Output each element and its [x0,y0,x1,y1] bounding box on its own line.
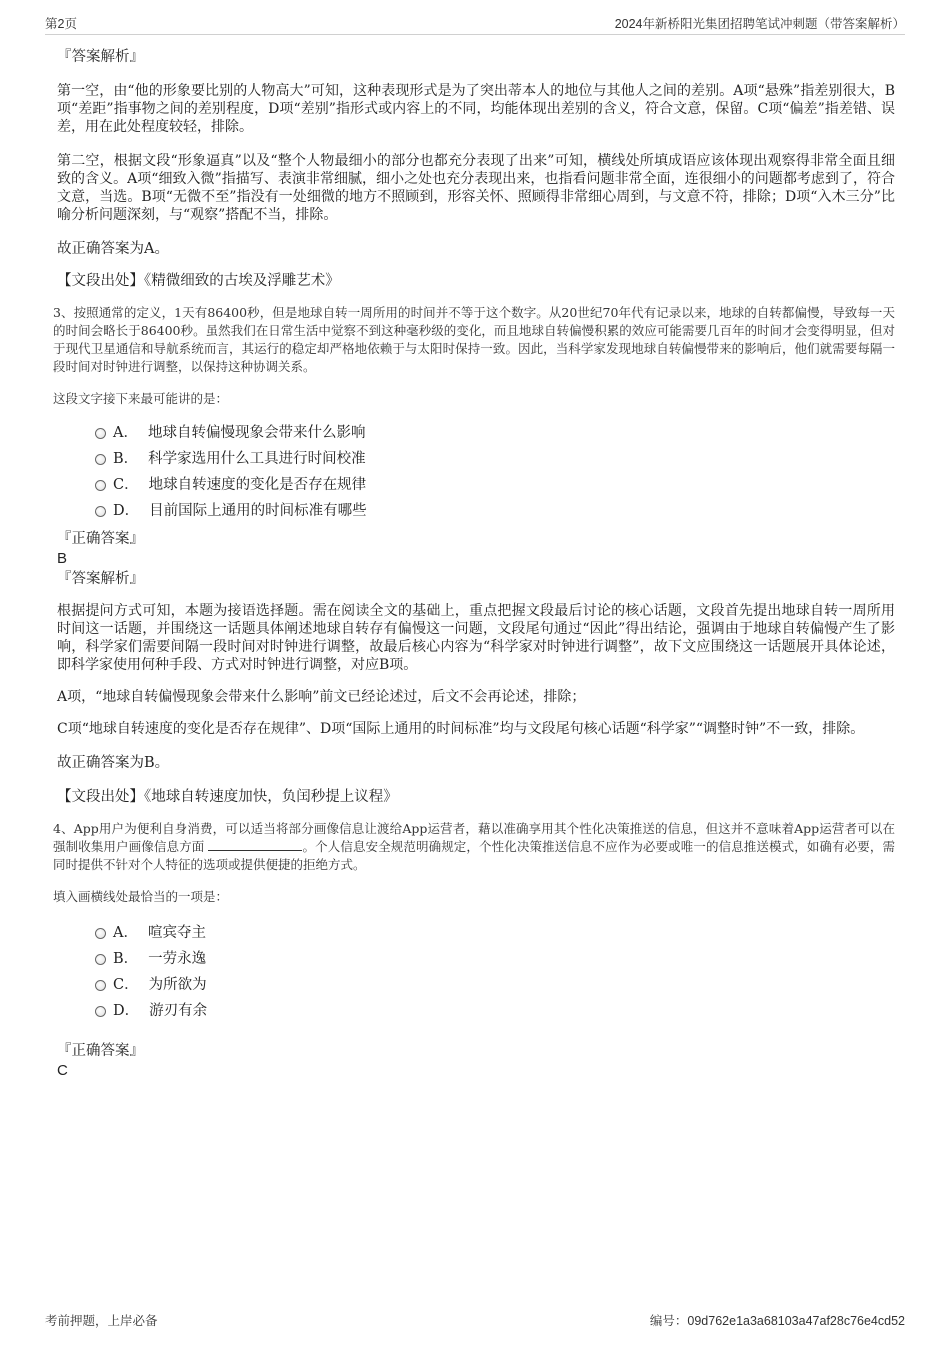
q3-answer: B [57,550,68,567]
q2-analysis-paragraph-1: 第一空，由“他的形象要比别的人物高大”可知，这种表现形式是为了突出蒂本人的地位与其他人之间的差别。A项“悬殊”指差别很大，B项“差距”指事物之间的差别程度，D项“差别”指形式或内容上的不同，均能体现出差别的含义，符合文意，保留。C项“偏差”指差错、误差，用在此处程度较轻，排除。 [57,83,895,135]
radio-button-icon[interactable] [95,454,106,465]
radio-button-icon[interactable] [95,1006,106,1017]
q4-option-b[interactable]: B． 一劳永逸 [95,946,895,972]
q3-analysis-paragraph-1: 根据提问方式可知，本题为接语选择题。需在阅读全文的基础上，重点把握文段最后讨论的核心话题，文段首先提出地球自转一周所用时间这一话题，并围绕这一话题具体阐述地球自转存有偏慢这一问题，文段尾句通过“因此”得出结论，强调由于地球自转偏慢产生了影响，科学家们需要间隔一段时间对时钟进行调整，故最后核心内容为“科学家对时钟进行调整”，故下文应围绕这一话题展开具体论述，即科学家使用何种手段、方式对时钟进行调整，对应B项。 [57,603,895,673]
radio-button-icon[interactable] [95,428,106,439]
footer-slogan: 考前押题，上岸必备 [45,1314,158,1328]
q3-analysis-paragraph-2: A项，“地球自转偏慢现象会带来什么影响”前文已经论述过，后文不会再论述，排除； [57,689,586,705]
document-code: 编号：09d762e1a3a68103a47af28c76e4cd52 [649,1314,905,1328]
radio-button-icon[interactable] [95,506,106,517]
q2-source: 【文段出处】《精微细致的古埃及浮雕艺术》 [57,273,340,289]
q4-answer: C [57,1062,68,1079]
radio-button-icon[interactable] [95,980,106,991]
q2-analysis-paragraph-2: 第二空，根据文段“形象逼真”以及“整个人物最细小的部分也都充分表现了出来”可知，横线处所填成语应该体现出观察得非常全面且细致的含义。A项“细致入微”指描写、表演非常细腻，细小之处也充分表现出来，也指看问题非常全面，连很细小的问题都考虑到了，符合文意，当选。B项“无微不至”指没有一处细微的地方不照顾到，形容关怀、照顾得非常细心周到，与文意不符，排除；D项“入木三分”比喻分析问题深刻，与“观察”搭配不当，排除。 [57,153,895,223]
q3-answer-label: 『正确答案』 [57,531,144,547]
page-header [45,12,905,35]
radio-button-icon[interactable] [95,928,106,939]
q3-option-a[interactable]: A． 地球自转偏慢现象会带来什么影响 [95,420,895,446]
q3-analysis-label: 『答案解析』 [57,571,144,587]
q2-analysis-label: 『答案解析』 [57,49,144,65]
q3-conclusion: 故正确答案为B。 [57,755,170,771]
q3-options [95,420,895,524]
q3-analysis-paragraph-3: C项“地球自转速度的变化是否存在规律”、D项“国际上通用的时间标准”均与文段尾句核心话题“科学家”“调整时钟”不一致，排除。 [57,721,865,737]
page-footer [45,1311,905,1329]
q4-answer-label: 『正确答案』 [57,1043,144,1059]
page-number: 第2页 [45,17,77,31]
q3-source: 【文段出处】《地球自转速度加快，负闰秒提上议程》 [57,789,398,805]
radio-button-icon[interactable] [95,480,106,491]
q3-passage: 3、按照通常的定义，1天有86400秒，但是地球自转一周所用的时间并不等于这个数字。从20世纪70年代有记录以来，地球的自转都偏慢，导致每一天的时间会略长于86400秒。虽然我们在日常生活中觉察不到这种毫秒级的变化，而且地球自转偏慢积累的效应可能需要几百年的时间才会变得明显，但对于现代卫星通信和导航系统而言，其运行的稳定却严格地依赖于与太阳时保持一致。因此，当科学家发现地球自转偏慢带来的影响后，他们就需要每隔一段时间对时钟进行调整，以保持这种协调关系。 [53,305,895,374]
q4-options [95,920,895,1024]
page-content [53,44,895,1080]
q3-option-d[interactable]: D． 目前国际上通用的时间标准有哪些 [95,498,895,524]
q4-option-a[interactable]: A． 喧宾夺主 [95,920,895,946]
q4-question: 填入画横线处最恰当的一项是： [53,889,229,904]
q3-option-c[interactable]: C． 地球自转速度的变化是否存在规律 [95,472,895,498]
radio-button-icon[interactable] [95,954,106,965]
q3-question: 这段文字接下来最可能讲的是： [53,391,229,406]
q2-conclusion: 故正确答案为A。 [57,241,169,257]
q3-option-b[interactable]: B． 科学家选用什么工具进行时间校准 [95,446,895,472]
q4-passage: 4、App用户为便利自身消费，可以适当将部分画像信息让渡给App运营者，藉以准确享用其个性化决策推送的信息，但这并不意味着App运营者可以在强制收集用户画像信息方面 。个人信息安全规范明确规定，个性化决策推送信息不应作为必要或唯一的信息推送模式，如确有必要，需同时提供不针对个人特征的选项或提供便捷的拒绝方式。 [53,821,895,872]
q4-option-c[interactable]: C． 为所欲为 [95,972,895,998]
document-title: 2024年新桥阳光集团招聘笔试冲刺题（带答案解析） [614,17,905,31]
fill-in-blank [208,838,302,851]
q4-option-d[interactable]: D． 游刃有余 [95,998,895,1024]
